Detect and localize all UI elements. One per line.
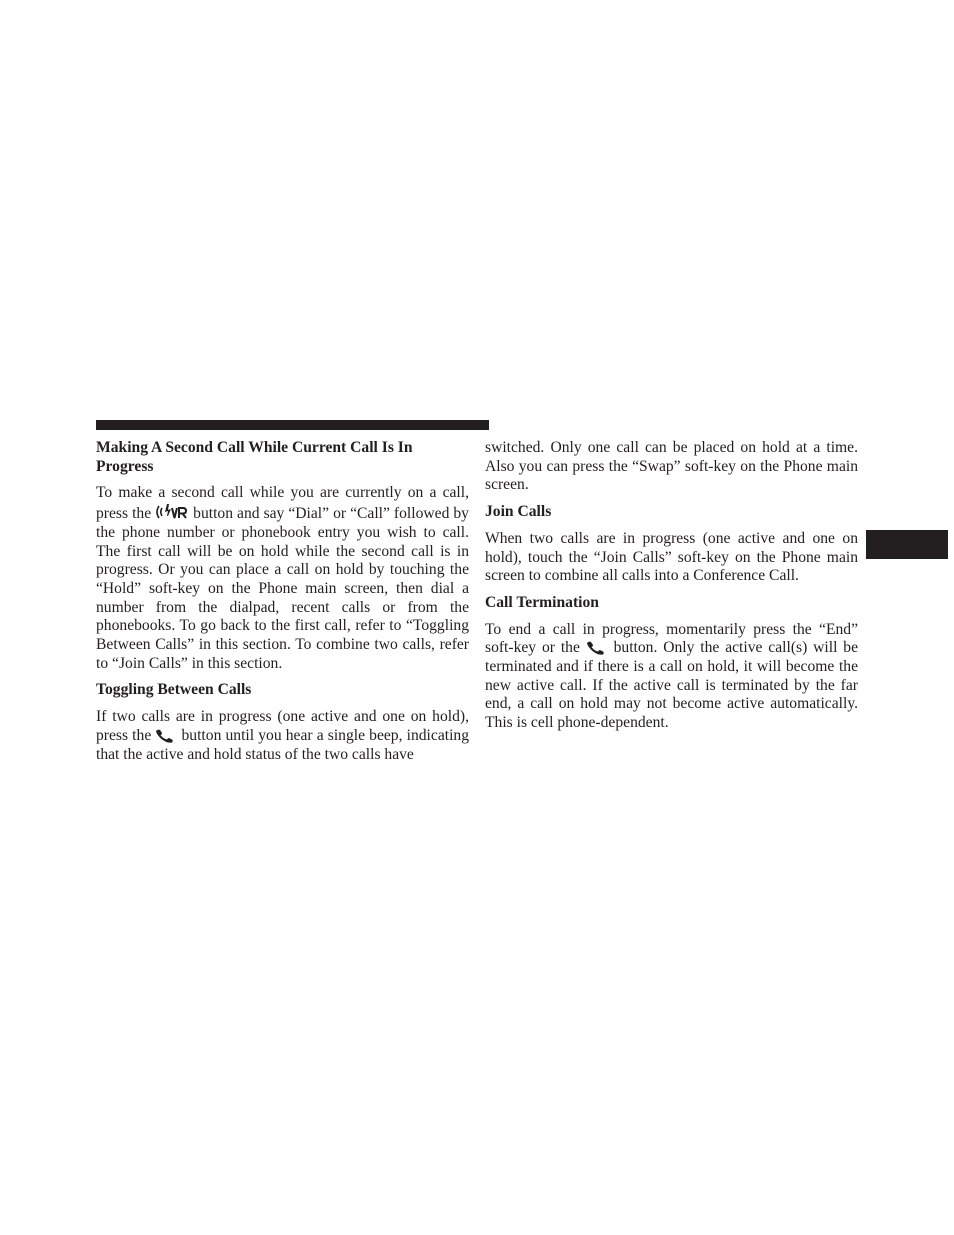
paragraph-toggling-text-a: If two calls are in progress (one active and one on hold), press the xyxy=(96,708,469,744)
paragraph-continued: switched. Only one call can be placed on hold at a time. Also you can press the “Swap” soft-key on the Phone main screen. xyxy=(485,439,858,494)
voice-command-vr-icon xyxy=(155,503,189,521)
paragraph-second-call-text-b: button and say “Dial” or “Call” followed by the phone number or phonebook entry you wish to call. The first call will be on hold while the second call is in progress. Or you can place a call on hold by touching the “Hold” soft-key on the Phone main screen, then dial a number from the dialpad, recent calls or from the phonebooks. To go back to the first call, refer to “Toggling Between Calls” in this section. To combine two calls, refer to “Join Calls” in this section. xyxy=(96,505,469,672)
heading-second-call: Making A Second Call While Current Call Is In Progress xyxy=(96,439,413,475)
phone-handset-icon xyxy=(586,641,608,655)
right-column xyxy=(485,439,858,741)
paragraph-toggling xyxy=(96,708,469,764)
chapter-side-tab xyxy=(866,530,948,559)
phone-handset-icon xyxy=(155,729,177,743)
paragraph-second-call xyxy=(96,484,469,673)
section-top-rule xyxy=(96,420,489,430)
paragraph-call-termination-text-a: To end a call in progress, momentarily press the “End” soft-key or the xyxy=(485,620,858,657)
paragraph-join-calls: When two calls are in progress (one active and one on hold), touch the “Join Calls” soft-key on the Phone main screen to combine all calls into a Conference Call. xyxy=(485,529,858,585)
heading-call-termination: Call Termination xyxy=(485,593,599,611)
paragraph-call-termination xyxy=(485,621,858,733)
heading-join-calls: Join Calls xyxy=(485,503,552,521)
paragraph-second-call-text-a: To make a second call while you are currently on a call, press the xyxy=(96,484,469,523)
heading-toggling: Toggling Between Calls xyxy=(96,681,252,699)
left-column xyxy=(96,439,469,772)
paragraph-toggling-text-b: button until you hear a single beep, indicating that the active and hold status of the two calls have xyxy=(96,726,469,763)
paragraph-call-termination-text-b: button. Only the active call(s) will be terminated and if there is a call on hold, it will become the new active call. If the active call is terminated by the far end, a call on hold may not become active automatically. This is cell phone-dependent. xyxy=(485,639,858,732)
